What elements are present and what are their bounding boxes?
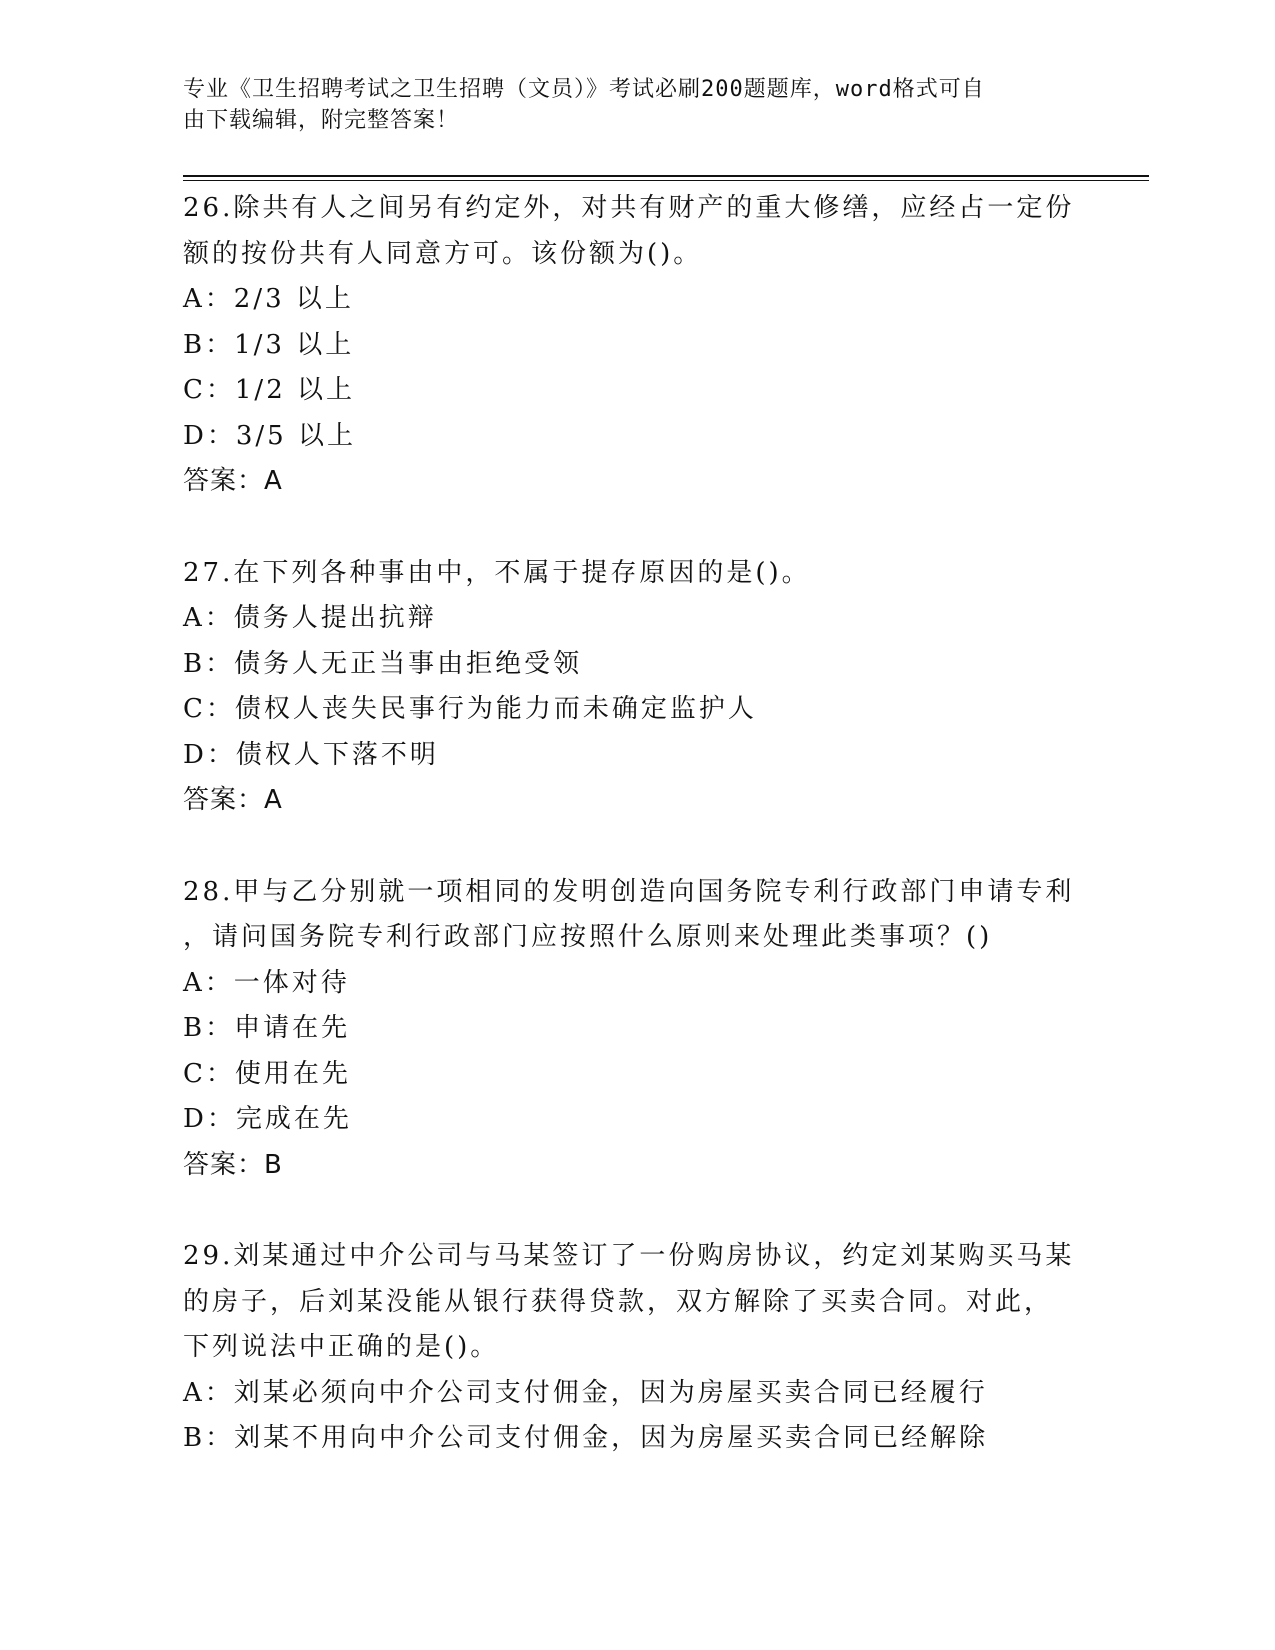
question-stem-line: 26.除共有人之间另有约定外，对共有财产的重大修缮，应经占一定份 xyxy=(183,193,1075,223)
option-c: C：债权人丧失民事行为能力而未确定监护人 xyxy=(183,694,757,724)
answer-text: 答案：A xyxy=(183,466,283,496)
question-26 xyxy=(183,186,1083,505)
answer-text: 答案：A xyxy=(183,785,283,815)
header-line-1: 专业《卫生招聘考试之卫生招聘（文员）》考试必刷200题题库，word格式可自 xyxy=(183,77,985,102)
answer-text: 答案：B xyxy=(183,1149,283,1180)
option-a: A：刘某必须向中介公司支付佣金，因为房屋买卖合同已经履行 xyxy=(183,1377,988,1408)
question-stem-line: 额的按份共有人同意方可。该份额为()。 xyxy=(183,238,703,269)
option-d: D：完成在先 xyxy=(183,1104,352,1134)
header-line-2: 由下载编辑，附完整答案！ xyxy=(183,108,460,133)
question-stem-line: 的房子，后刘某没能从银行获得贷款，双方解除了买卖合同。对此， xyxy=(183,1286,1054,1317)
header-divider-thin xyxy=(183,180,1149,181)
question-stem-line: ，请问国务院专利行政部门应按照什么原则来处理此类事项？() xyxy=(183,922,993,952)
option-d: D：债权人下落不明 xyxy=(183,739,439,770)
option-b: B：债务人无正当事由拒绝受领 xyxy=(183,648,583,679)
question-stem-line: 28.甲与乙分别就一项相同的发明创造向国务院专利行政部门申请专利 xyxy=(183,876,1075,907)
question-stem-line: 27.在下列各种事由中，不属于提存原因的是()。 xyxy=(183,557,811,588)
option-c: C：1/2 以上 xyxy=(183,375,356,405)
option-b: B：1/3 以上 xyxy=(183,329,355,360)
option-b: B：申请在先 xyxy=(183,1013,351,1043)
option-a: A：2/3 以上 xyxy=(183,284,354,314)
question-28 xyxy=(183,870,1083,1189)
option-a: A：债务人提出抗辩 xyxy=(183,603,437,633)
option-a: A：一体对待 xyxy=(183,967,350,998)
option-d: D：3/5 以上 xyxy=(183,420,356,451)
question-list xyxy=(183,186,1083,1508)
question-stem-line: 下列说法中正确的是()。 xyxy=(183,1332,500,1362)
header-divider-thick xyxy=(183,175,1149,177)
question-stem-line: 29.刘某通过中介公司与马某签订了一份购房协议，约定刘某购买马某 xyxy=(183,1241,1075,1271)
option-b: B：刘某不用向中介公司支付佣金，因为房屋买卖合同已经解除 xyxy=(183,1423,989,1453)
option-c: C：使用在先 xyxy=(183,1058,351,1089)
question-29 xyxy=(183,1234,1083,1462)
document-header xyxy=(183,74,1063,136)
question-27 xyxy=(183,551,1083,824)
